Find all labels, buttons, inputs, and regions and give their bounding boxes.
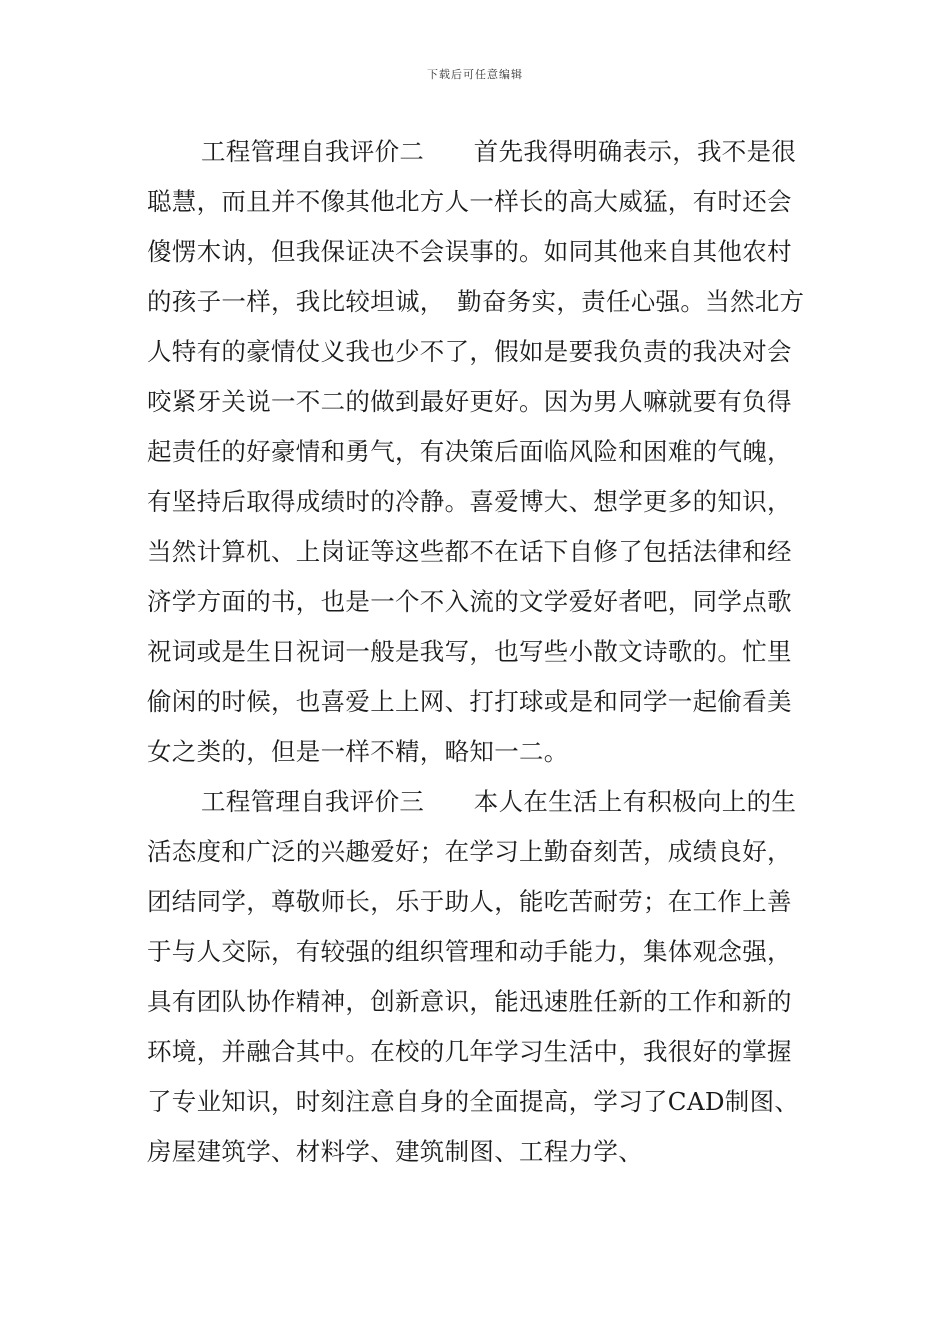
header-note: 下载后可任意编辑 — [427, 68, 523, 81]
paragraph-self-evaluation-3: 工程管理自我评价三 本人在生活上有积极向上的生活态度和广泛的兴趣爱好；在学习上勤奋刻苦，成绩良好，团结同学，尊敬师长，乐于助人，能吃苦耐劳；在工作上善于与人交际，有较强的组织管理和动手能力，集体观念强，具有团队协作精神，创新意识，能迅速胜任新的工作和新的环境，并融合其中。在校的几年学习生活中，我很好的掌握了专业知识，时刻注意自身的全面提高，学习了CAD制图、房屋建筑学、材料学、建筑制图、工程力学、 — [147, 787, 800, 1166]
document-body — [147, 127, 812, 1177]
paragraph-self-evaluation-2: 工程管理自我评价二 首先我得明确表示，我不是很聪慧，而且并不像其他北方人一样长的高大威猛，有时还会傻愣木讷，但我保证决不会误事的。如同其他来自其他农村的孩子一样，我比较坦诚， 勤奋务实，责任心强。当然北方人特有的豪情仗义我也少不了，假如是要我负责的我决对会咬紧牙关说一不二的做到最好更好。因为男人嘛就要有负得起责任的好豪情和勇气，有决策后面临风险和困难的气魄，有坚持后取得成绩时的冷静。喜爱博大、想学更多的知识，当然计算机、上岗证等这些都不在话下自修了包括法律和经济学方面的书，也是一个不入流的文学爱好者吧，同学点歌祝词或是生日祝词一般是我写，也写些小散文诗歌的。忙里偷闲的时候，也喜爱上上网、打打球或是和同学一起偷看美女之类的，但是一样不精，略知一二。 — [147, 137, 805, 766]
